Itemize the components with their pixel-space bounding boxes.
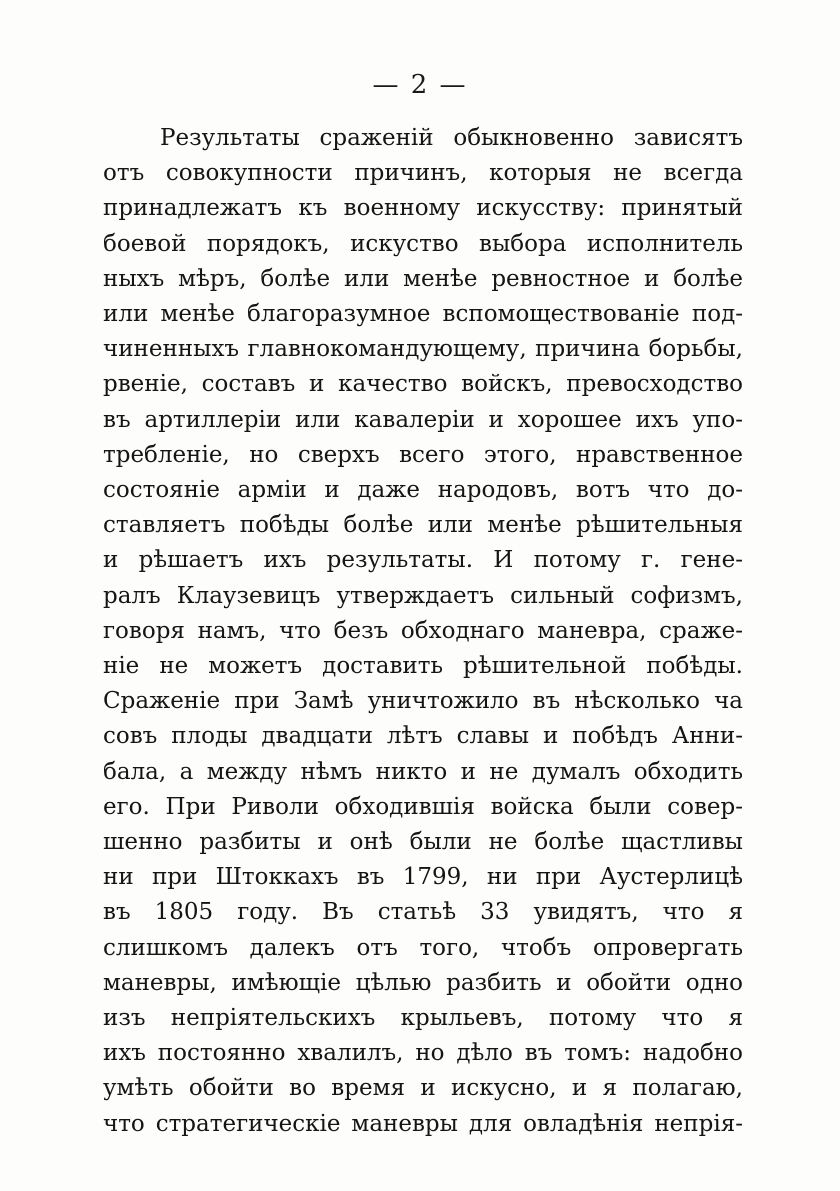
text-line: чиненныхъ главнокомандующему, причина борьбы, [103,336,743,363]
text-line: и рѣшаетъ ихъ результаты. И потому г. гене- [103,547,743,574]
text-line: рвеніе, составъ и качество войскъ, превосходство [103,371,743,398]
text-line: въ артиллеріи или кавалеріи и хорошее ихъ упо- [103,406,743,433]
page-number: — 2 — [372,70,468,100]
text-line: совъ плоды двадцати лѣтъ славы и побѣдъ Анни- [103,723,743,750]
text-line: слишкомъ далекъ отъ того, чтобъ опровергать [103,934,743,961]
text-line: ихъ постоянно хвалилъ, но дѣло въ томъ: надобно [103,1040,743,1067]
text-line: боевой порядокъ, искуство выбора исполнитель [103,230,743,257]
text-line: что стратегическіе маневры для овладѣнія непрія- [103,1110,743,1137]
text-line: ни при Штоккахъ въ 1799, ни при Аустерлицѣ [103,864,743,891]
text-line: Результаты сраженій обыкновенно зависятъ [160,125,743,151]
text-line: изъ непріятельскихъ крыльевъ, потому что я [103,1005,743,1031]
text-line: умѣть обойти во время и искусно, и я полагаю, [103,1075,743,1102]
text-line: говоря намъ, что безъ обходнаго маневра, сраже- [103,617,743,644]
text-line: его. При Риволи обходившія войска были совер- [103,793,743,820]
text-line: принадлежатъ къ военному искусству: принятый [103,195,743,222]
text-line: маневры, имѣющіе цѣлью разбить и обойти одно [103,969,743,996]
text-line: состояніе арміи и даже народовъ, вотъ что до- [103,477,743,503]
text-line: въ 1805 году. Въ статьѣ 33 увидятъ, что я [103,899,743,926]
text-line: ніе не можетъ доставить рѣшительной побѣды. [103,653,743,679]
text-line: Сраженіе при Замѣ уничтожило въ нѣсколько ча [103,688,743,715]
text-line: шенно разбиты и онѣ были не болѣе щастливы [103,829,743,855]
text-line: ставляетъ побѣды болѣе или менѣе рѣшительныя [103,512,743,539]
text-line: отъ совокупности причинъ, которыя не всегда [103,160,743,187]
text-line: или менѣе благоразумное вспомоществованіе под- [103,301,743,327]
text-line: бала, а между нѣмъ никто и не думалъ обходить [103,758,743,785]
text-line: ралъ Клаузевицъ утверждаетъ сильный софизмъ, [103,582,743,609]
text-line: ныхъ мѣръ, болѣе или менѣе ревностное и болѣе [103,265,743,292]
text-line: требленіе, но сверхъ всего этого, нравственное [103,441,743,468]
